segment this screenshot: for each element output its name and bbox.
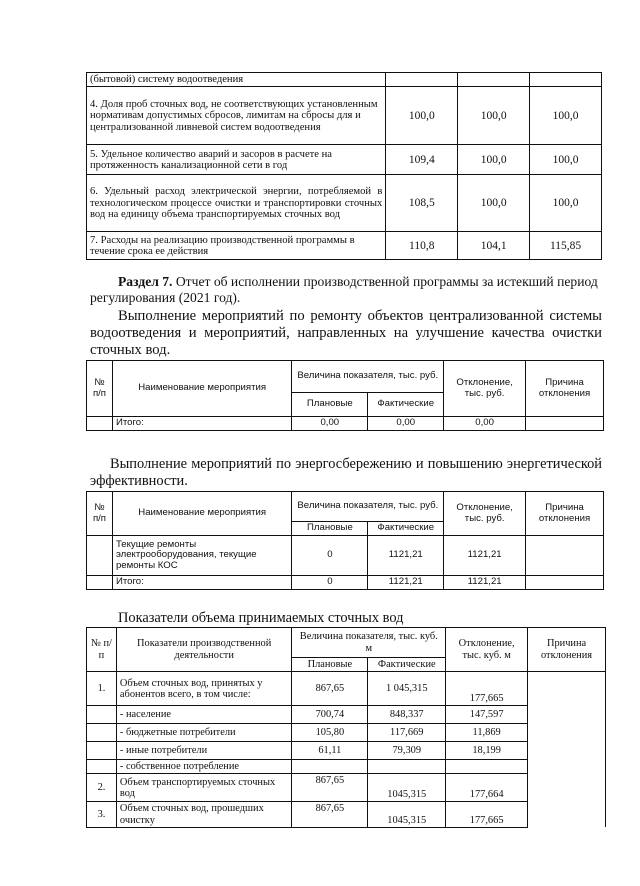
header-reason: Причина отклонения xyxy=(526,492,604,536)
row-name: - бюджетные потребители xyxy=(116,724,292,742)
total-deviation: 1121,21 xyxy=(444,576,526,590)
total-label: Итого: xyxy=(112,576,292,590)
total-fact: 0,00 xyxy=(368,417,444,431)
indicator-value: 100,0 xyxy=(530,175,602,232)
row-name: - население xyxy=(116,706,292,724)
indicator-label: 5. Удельное количество аварий и засоров в расчете на протяженность канализационной сети в год xyxy=(87,145,386,175)
indicator-label: (бытовой) систему водоотведения xyxy=(87,73,386,87)
indicator-value: 100,0 xyxy=(530,145,602,175)
table-row xyxy=(87,145,602,175)
table-header-row xyxy=(87,361,604,393)
section-7-heading xyxy=(90,274,598,306)
row-name: Объем сточных вод, принятых у абонентов всего, в том числе: xyxy=(116,672,292,706)
reason-cell xyxy=(528,672,606,828)
volume-heading: Показатели объема принимаемых сточных вод xyxy=(118,610,404,626)
header-reason: Причина отклонения xyxy=(526,361,604,417)
indicator-value: 100,0 xyxy=(530,87,602,145)
table-header-row xyxy=(87,628,606,658)
header-value: Величина показателя, тыс. руб. xyxy=(292,361,444,393)
header-deviation: Отклонение, тыс. руб. xyxy=(444,492,526,536)
indicator-label: 7. Расходы на реализацию производственной программы в течение срока ее действия xyxy=(87,232,386,260)
row-fact: 1045,315 xyxy=(368,802,446,827)
indicator-label: 6. Удельный расход электрической энергии, потребляемой в технологическом процессе очистки и транспортировки сточных вод на единицу объема транспортируемых сточных вод xyxy=(87,175,386,232)
header-value: Величина показателя, тыс. руб. xyxy=(292,492,444,522)
indicator-value: 115,85 xyxy=(530,232,602,260)
indicator-value: 109,4 xyxy=(386,145,458,175)
row-plan: 867,65 xyxy=(292,672,368,706)
row-plan: 867,65 xyxy=(292,802,368,827)
table-header-row xyxy=(87,492,604,522)
table-row xyxy=(87,536,604,576)
row-plan xyxy=(292,760,368,774)
indicator-value: 100,0 xyxy=(386,87,458,145)
row-fact: 848,337 xyxy=(368,706,446,724)
total-fact: 1121,21 xyxy=(368,576,444,590)
header-plan: Плановые xyxy=(292,658,368,672)
row-name: - иные потребители xyxy=(116,742,292,760)
header-plan: Плановые xyxy=(292,393,368,417)
measure-fact: 1121,21 xyxy=(368,536,444,576)
header-num: № п/п xyxy=(87,361,113,417)
table-row xyxy=(87,73,602,87)
indicator-value xyxy=(458,73,530,87)
header-fact: Фактические xyxy=(368,522,444,536)
row-fact xyxy=(368,760,446,774)
header-name: Показатели производственной деятельности xyxy=(116,628,292,672)
row-plan: 105,80 xyxy=(292,724,368,742)
measure-plan: 0 xyxy=(292,536,368,576)
row-name: - собственное потребление xyxy=(116,760,292,774)
repair-paragraph: Выполнение мероприятий по ремонту объектов централизованной системы водоотведения и мероприятий, направленных на улучшение качества очистки сточных вод. xyxy=(90,308,602,359)
row-deviation: 177,665 xyxy=(446,672,528,706)
row-num: 2. xyxy=(87,774,117,802)
table-row xyxy=(87,417,604,431)
row-fact: 1 045,315 xyxy=(368,672,446,706)
repair-table xyxy=(86,360,604,431)
table-row xyxy=(87,175,602,232)
header-num: № п/п xyxy=(87,628,117,672)
indicators-table xyxy=(86,72,602,260)
row-deviation: 147,597 xyxy=(446,706,528,724)
row-name: Объем транспортируемых сточных вод xyxy=(116,774,292,802)
indicator-value xyxy=(530,73,602,87)
row-deviation: 18,199 xyxy=(446,742,528,760)
row-plan: 867,65 xyxy=(292,774,368,802)
header-value: Величина показателя, тыс. куб. м xyxy=(292,628,446,658)
row-num: 3. xyxy=(87,802,117,827)
indicator-value: 108,5 xyxy=(386,175,458,232)
table-row xyxy=(87,232,602,260)
row-num xyxy=(87,760,117,774)
header-fact: Фактические xyxy=(368,393,444,417)
header-plan: Плановые xyxy=(292,522,368,536)
section-number: Раздел 7. xyxy=(118,274,173,289)
header-reason: Причина отклонения xyxy=(528,628,606,672)
indicator-value: 100,0 xyxy=(458,145,530,175)
row-fact: 1045,315 xyxy=(368,774,446,802)
indicator-value: 100,0 xyxy=(458,175,530,232)
header-name: Наименование мероприятия xyxy=(112,361,291,417)
header-fact: Фактические xyxy=(368,658,446,672)
total-deviation: 0,00 xyxy=(444,417,526,431)
header-name: Наименование мероприятия xyxy=(112,492,292,536)
measure-name: Текущие ремонты электрооборудования, текущие ремонты КОС xyxy=(112,536,292,576)
volume-table xyxy=(86,627,606,828)
row-name: Объем сточных вод, прошедших очистку xyxy=(116,802,292,827)
row-num xyxy=(87,706,117,724)
energy-table xyxy=(86,491,604,590)
table-row xyxy=(87,672,606,706)
indicator-value: 104,1 xyxy=(458,232,530,260)
row-fact: 117,669 xyxy=(368,724,446,742)
row-fact: 79,309 xyxy=(368,742,446,760)
indicator-label: 4. Доля проб сточных вод, не соответствующих установленным нормативам допустимых сбросов, лимитам на сбросы для и централизованной ливневой систем водоотведения xyxy=(87,87,386,145)
table-row xyxy=(87,576,604,590)
header-deviation: Отклонение, тыс. куб. м xyxy=(446,628,528,672)
energy-heading: Выполнение мероприятий по энергосбережению и повышению энергетической эффективности. xyxy=(90,456,602,489)
row-deviation: 177,664 xyxy=(446,774,528,802)
row-deviation: 177,665 xyxy=(446,802,528,827)
indicator-value: 100,0 xyxy=(458,87,530,145)
table-row xyxy=(87,87,602,145)
row-deviation: 11,869 xyxy=(446,724,528,742)
row-num: 1. xyxy=(87,672,117,706)
header-deviation: Отклонение, тыс. руб. xyxy=(444,361,526,417)
indicator-value xyxy=(386,73,458,87)
row-plan: 700,74 xyxy=(292,706,368,724)
row-num xyxy=(87,724,117,742)
header-num: № п/п xyxy=(87,492,113,536)
indicator-value: 110,8 xyxy=(386,232,458,260)
row-plan: 61,11 xyxy=(292,742,368,760)
section-title: Отчет об исполнении производственной программы за истекший период регулирования (2021 год). xyxy=(90,274,598,305)
measure-deviation: 1121,21 xyxy=(444,536,526,576)
total-plan: 0,00 xyxy=(292,417,368,431)
row-deviation xyxy=(446,760,528,774)
row-num xyxy=(87,742,117,760)
total-plan: 0 xyxy=(292,576,368,590)
total-label: Итого: xyxy=(112,417,291,431)
